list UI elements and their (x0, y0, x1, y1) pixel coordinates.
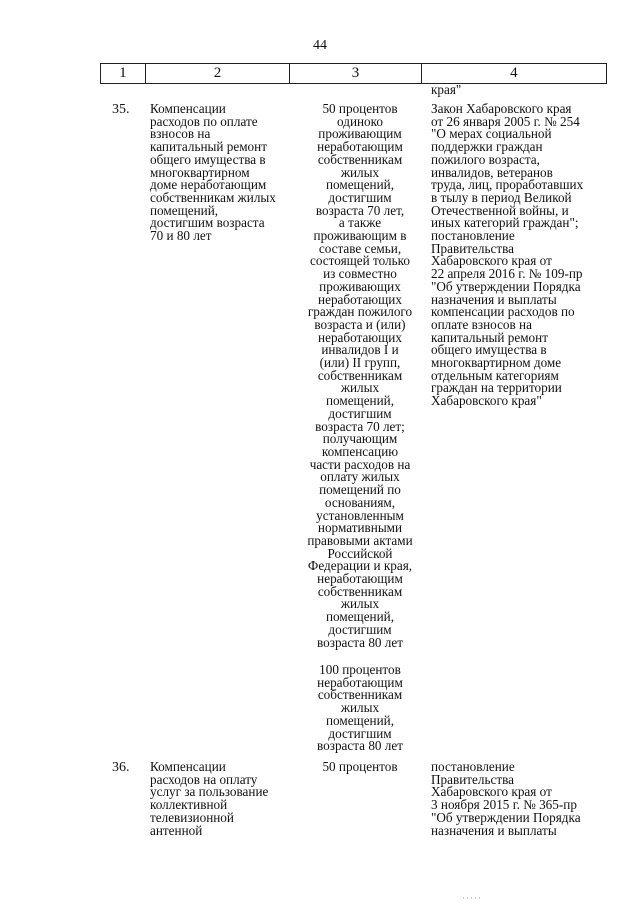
row-35-amount-100: 100 процентов неработающим собственникам жилых помещений, достигшим возраста 80 лет (317, 662, 403, 754)
row-35-number: 35. (112, 102, 130, 117)
page-number: 44 (313, 38, 327, 53)
row-36-legal-basis: постановление Правительства Хабаровского края от 3 ноября 2015 г. № 365-пр "Об утверждении Порядка назначения и выплаты (431, 759, 581, 838)
row-35-amount-50: 50 процентов одиноко проживающим неработающим собственникам жилых помещений, достигшим возраста 70 лет, а также проживающим в составе семьи, состоящей только из совместно проживающих неработающих граждан пожилого возраста и (или) неработающих инвалидов I и (или) II групп, собственникам жилых помещений, достигшим возраста 70 лет; получающим компенсацию части расходов на оплату жилых помещений по основаниям, установленным нормативными правовыми актами Российской Федерации и края, неработающим собственникам жилых помещений, достигшим возраста 80 лет (307, 101, 413, 650)
column-header-2: 2 (146, 64, 290, 83)
row-36-number: 36. (112, 760, 130, 775)
column-header-1: 1 (101, 64, 146, 83)
row-35-legal-basis: Закон Хабаровского края от 26 января 2005 г. № 254 "О мерах социальной поддержки граждан пожилого возраста, инвалидов, ветеранов труда, лиц, проработавших в тылу в период Великой Отечественной войны, и иных категорий граждан"; постановление Правительства Хабаровского края от 22 апреля 2016 г. № 109-пр "Об утверждении Порядка назначения и выплаты компенсации расходов по оплате взносов на капитальный ремонт общего имущества в многоквартирном доме отдельным категориям граждан на территории Хабаровского края" (431, 101, 584, 409)
row-36-amount: 50 процентов (322, 759, 398, 774)
row-36-name: Компенсации расходов на оплату услуг за пользование коллективной телевизионной антенной (150, 759, 269, 838)
column-header-row (100, 63, 607, 84)
column-header-3: 3 (290, 64, 421, 83)
carryover-text: края" (431, 82, 462, 97)
row-35-name: Компенсации расходов по оплате взносов на капитальный ремонт общего имущества в многоквартирном доме неработающим собственникам жилых помещений, достигшим возраста 70 и 80 лет (150, 101, 276, 244)
column-header-4: 4 (510, 65, 518, 81)
scan-mark: ····· (462, 893, 482, 903)
